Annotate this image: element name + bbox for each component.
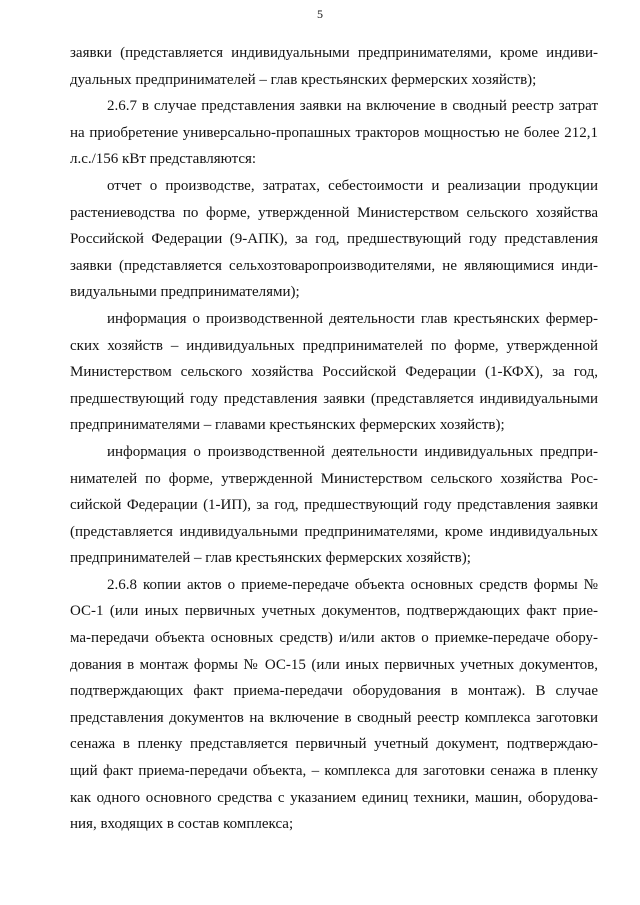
paragraph-9-apk: [70, 173, 598, 306]
page-number: 5: [317, 7, 323, 21]
text-line: как одного основного средства с указанием единиц техники, машин, оборудова-: [70, 789, 598, 806]
text-line: дуальных предпринимателей – глав крестьянских фермерских хозяйств);: [70, 71, 537, 88]
text-line: растениеводства по форме, утвержденной Министерством сельского хозяйства: [70, 204, 598, 221]
text-line: предпринимателями – главами крестьянских фермерских хозяйств);: [70, 417, 505, 434]
text-line: заявки (представляется сельхозтоваропроизводителями, не являющимися инди-: [70, 257, 598, 274]
document-body: [70, 40, 598, 838]
text-line: предпринимателей – глав крестьянских фермерских хозяйств);: [70, 550, 471, 567]
text-line: предшествующий году представления заявки (представляется индивидуальными: [70, 390, 598, 407]
text-line: л.с./156 кВт представляются:: [70, 151, 257, 168]
paragraph-2-6-8: [70, 572, 598, 838]
text-line: видуальными предпринимателями);: [70, 284, 300, 301]
text-line: ОС-1 (или иных первичных учетных документов, подтверждающих факт прие-: [70, 603, 598, 620]
text-line: Российской Федерации (9-АПК), за год, предшествующий году представления: [70, 231, 598, 248]
text-line: отчет о производстве, затратах, себестоимости и реализации продукции: [107, 177, 598, 194]
text-line: информация о производственной деятельности глав крестьянских фермер-: [107, 310, 598, 327]
paragraph-continuation: [70, 40, 598, 93]
text-line: сенажа в пленку представляется первичный учетный документ, подтверждаю-: [70, 736, 598, 753]
text-line: 2.6.7 в случае представления заявки на включение в сводный реестр затрат: [107, 98, 598, 115]
paragraph-1-ip: [70, 439, 598, 572]
text-line: подтверждающих факт приема-передачи оборудования в монтаж). В случае: [70, 683, 598, 700]
text-line: ма-передачи объекта основных средств) и/или актов о приемке-передаче обору-: [70, 630, 598, 647]
text-line: заявки (представляется индивидуальными предпринимателями, кроме индиви-: [70, 45, 598, 61]
text-line: ских хозяйств – индивидуальных предпринимателей по форме, утвержденной: [70, 337, 598, 354]
text-line: Министерством сельского хозяйства Российской Федерации (1-КФХ), за год,: [70, 364, 598, 381]
text-line: (представляется индивидуальными предпринимателями, кроме индивидуальных: [70, 523, 598, 540]
paragraph-1-kfh: [70, 306, 598, 439]
text-line: представления документов на включение в сводный реестр комплекса заготовки: [70, 709, 598, 726]
text-line: нимателей по форме, утвержденной Министерством сельского хозяйства Рос-: [70, 470, 598, 487]
text-line: 2.6.8 копии актов о приеме-передаче объекта основных средств формы №: [107, 576, 598, 593]
text-line: ния, входящих в состав комплекса;: [70, 816, 294, 833]
text-line: на приобретение универсально-пропашных тракторов мощностью не более 212,1: [70, 124, 598, 141]
paragraph-2-6-7: [70, 93, 598, 173]
text-line: сийской Федерации (1-ИП), за год, предшествующий году представления заявки: [70, 497, 598, 514]
text-line: щий факт приема-передачи объекта, – комплекса для заготовки сенажа в пленку: [70, 763, 598, 780]
text-line: информация о производственной деятельности индивидуальных предпри-: [107, 443, 598, 460]
text-line: дования в монтаж формы № ОС-15 (или иных первичных учетных документов,: [70, 656, 598, 673]
